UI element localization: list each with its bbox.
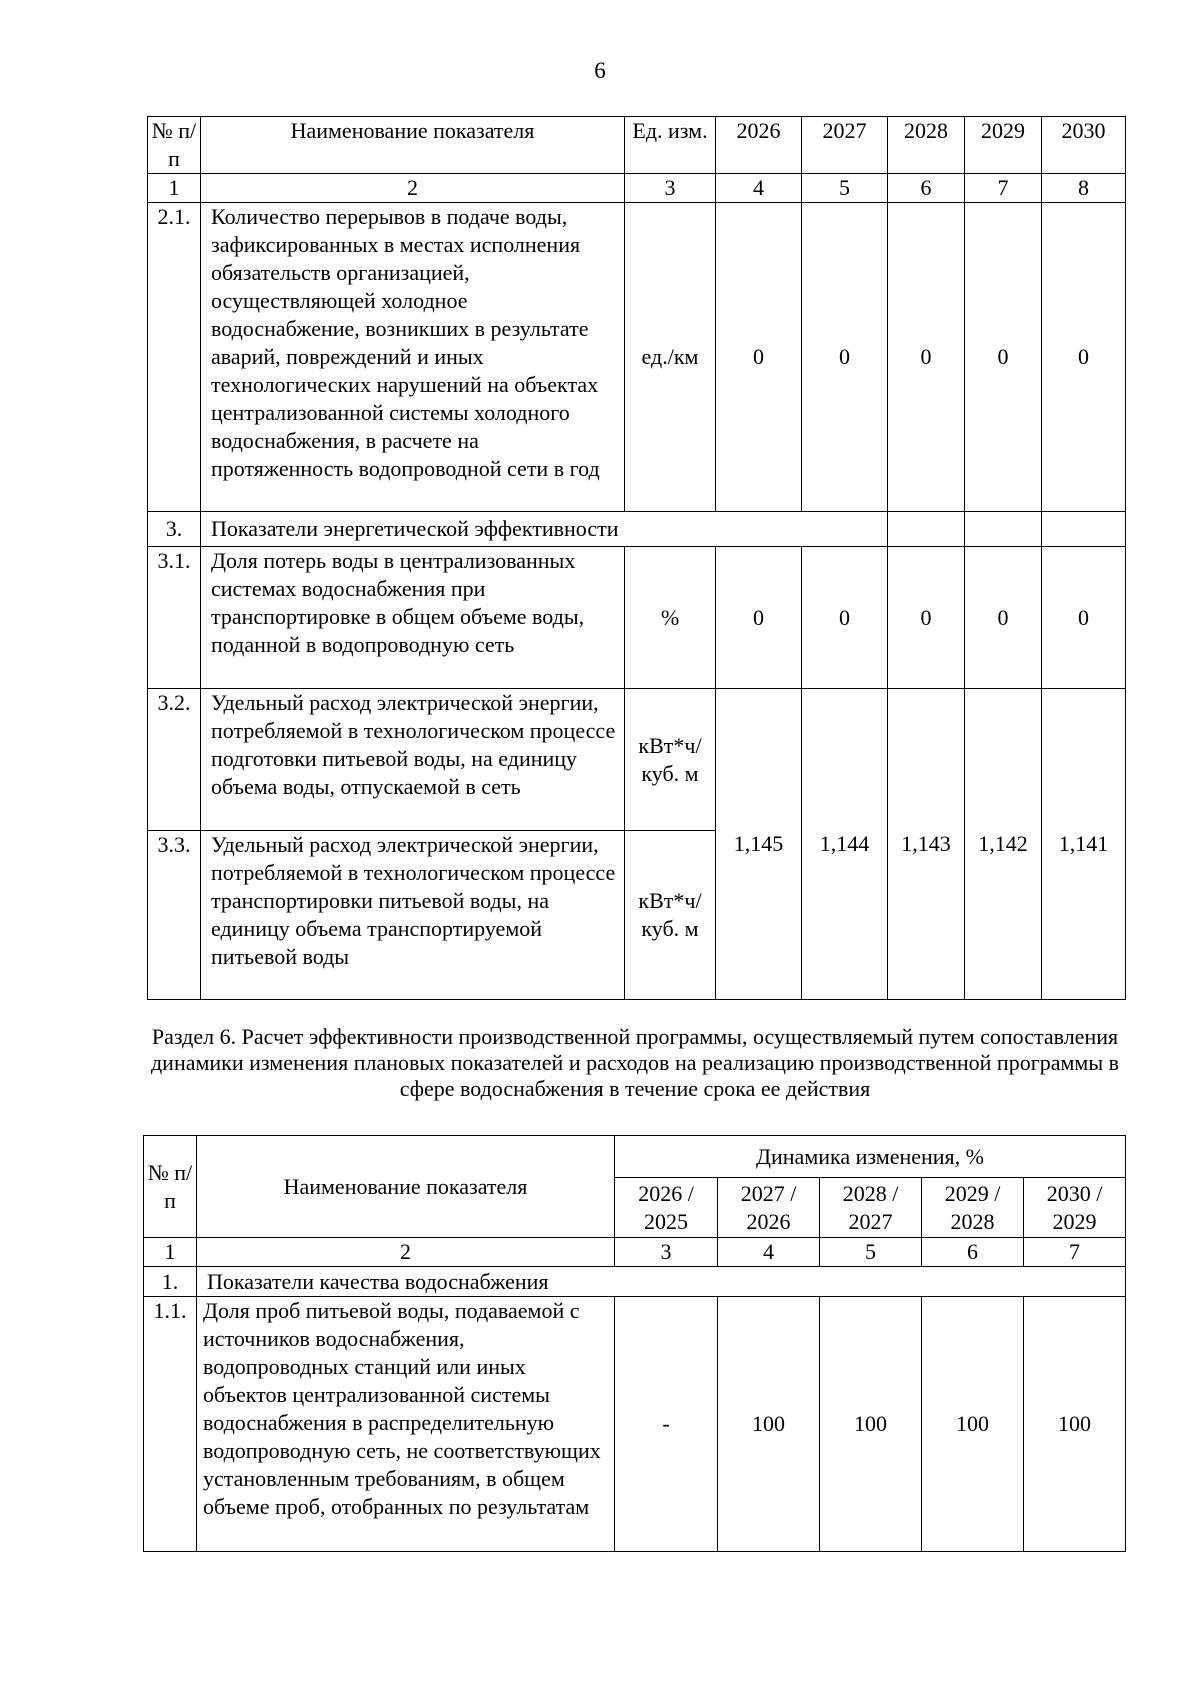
header-period: 2029 / 2028 bbox=[922, 1178, 1024, 1238]
index-cell: 1 bbox=[144, 1238, 197, 1267]
header-name: Наименование показателя bbox=[201, 117, 625, 174]
table-row bbox=[148, 547, 1126, 689]
row-unit: % bbox=[625, 547, 716, 689]
merged-value: 1,144 bbox=[802, 689, 888, 1000]
dynamics-table bbox=[143, 1135, 1126, 1552]
section-title: Показатели энергетической эффективности bbox=[201, 512, 802, 547]
table-row bbox=[148, 203, 1126, 512]
row-num: 3.2. bbox=[148, 689, 201, 831]
index-cell: 4 bbox=[718, 1238, 820, 1267]
row-value: 0 bbox=[802, 203, 888, 512]
row-name: Доля потерь воды в централизованных системах водоснабжения при транспортировке в общем объеме воды, поданной в водопроводную сеть bbox=[201, 547, 625, 689]
merged-value: 1,145 bbox=[716, 689, 802, 1000]
row-value: 0 bbox=[965, 547, 1042, 689]
index-row bbox=[148, 174, 1126, 203]
header-num: № п/п bbox=[144, 1136, 197, 1238]
header-unit: Ед. изм. bbox=[625, 117, 716, 174]
empty-cell bbox=[888, 512, 965, 547]
index-cell: 3 bbox=[625, 174, 716, 203]
merged-value: 1,142 bbox=[965, 689, 1042, 1000]
row-unit: кВт*ч/ куб. м bbox=[625, 689, 716, 831]
row-name: Количество перерывов в подаче воды, зафиксированных в местах исполнения обязательств организацией, осуществляющей холодное водоснабжение, возникших в результате аварий, повреждений и иных технологических нарушений на объектах централизованной системы холодного водоснабжения, в расчете на протяженность водопроводной сети в год bbox=[201, 203, 625, 512]
header-period: 2026 / 2025 bbox=[615, 1178, 718, 1238]
header-year: 2027 bbox=[802, 117, 888, 174]
header-year: 2028 bbox=[888, 117, 965, 174]
section-num: 3. bbox=[148, 512, 201, 547]
row-value: 0 bbox=[716, 203, 802, 512]
row-unit: кВт*ч/ куб. м bbox=[625, 831, 716, 1000]
section-row bbox=[148, 512, 1126, 547]
table-header-row bbox=[148, 117, 1126, 174]
row-value: 100 bbox=[1024, 1297, 1126, 1552]
row-value: 0 bbox=[888, 203, 965, 512]
section-6-heading: Раздел 6. Расчет эффективности производственной программы, осуществляемый путем сопоставления динамики изменения плановых показателей и расходов на реализацию производственной программы в сфере водоснабжения в течение срока ее действия bbox=[150, 1024, 1119, 1101]
row-value: 0 bbox=[716, 547, 802, 689]
table-row bbox=[148, 689, 1126, 831]
header-year: 2026 bbox=[716, 117, 802, 174]
row-value: 0 bbox=[1042, 203, 1126, 512]
indicators-table bbox=[147, 116, 1126, 1000]
row-value: 100 bbox=[718, 1297, 820, 1552]
header-dynamics: Динамика изменения, % bbox=[615, 1136, 1126, 1178]
row-name: Удельный расход электрической энергии, потребляемой в технологическом процессе транспортировки питьевой воды, на единицу объема транспортируемой питьевой воды bbox=[201, 831, 625, 1000]
table-header-row bbox=[144, 1136, 1126, 1178]
row-value: 0 bbox=[888, 547, 965, 689]
header-year: 2029 bbox=[965, 117, 1042, 174]
index-cell: 7 bbox=[1024, 1238, 1126, 1267]
index-cell: 6 bbox=[888, 174, 965, 203]
header-num: № п/п bbox=[148, 117, 201, 174]
index-cell: 3 bbox=[615, 1238, 718, 1267]
row-num: 2.1. bbox=[148, 203, 201, 512]
row-num: 3.3. bbox=[148, 831, 201, 1000]
merged-value: 1,141 bbox=[1042, 689, 1126, 1000]
row-value: 100 bbox=[922, 1297, 1024, 1552]
section-num: 1. bbox=[144, 1267, 197, 1297]
table-row bbox=[144, 1297, 1126, 1552]
row-value: 0 bbox=[802, 547, 888, 689]
section-title: Показатели качества водоснабжения bbox=[197, 1267, 1126, 1297]
row-value: 0 bbox=[965, 203, 1042, 512]
index-cell: 8 bbox=[1042, 174, 1126, 203]
header-period: 2030 / 2029 bbox=[1024, 1178, 1126, 1238]
header-name: Наименование показателя bbox=[197, 1136, 615, 1238]
row-value: - bbox=[615, 1297, 718, 1552]
index-cell: 5 bbox=[820, 1238, 922, 1267]
index-cell: 1 bbox=[148, 174, 201, 203]
merged-value: 1,143 bbox=[888, 689, 965, 1000]
row-unit: ед./км bbox=[625, 203, 716, 512]
index-cell: 6 bbox=[922, 1238, 1024, 1267]
header-period: 2027 / 2026 bbox=[718, 1178, 820, 1238]
empty-cell bbox=[802, 512, 888, 547]
index-cell: 2 bbox=[201, 174, 625, 203]
index-cell: 5 bbox=[802, 174, 888, 203]
row-num: 3.1. bbox=[148, 547, 201, 689]
header-year: 2030 bbox=[1042, 117, 1126, 174]
header-period: 2028 / 2027 bbox=[820, 1178, 922, 1238]
empty-cell bbox=[1042, 512, 1126, 547]
index-row bbox=[144, 1238, 1126, 1267]
page-number: 6 bbox=[594, 58, 606, 83]
section-row bbox=[144, 1267, 1126, 1297]
index-cell: 7 bbox=[965, 174, 1042, 203]
row-name: Удельный расход электрической энергии, потребляемой в технологическом процессе подготовки питьевой воды, на единицу объема воды, отпускаемой в сеть bbox=[201, 689, 625, 831]
row-value: 100 bbox=[820, 1297, 922, 1552]
index-cell: 2 bbox=[197, 1238, 615, 1267]
empty-cell bbox=[965, 512, 1042, 547]
row-value: 0 bbox=[1042, 547, 1126, 689]
index-cell: 4 bbox=[716, 174, 802, 203]
row-num: 1.1. bbox=[144, 1297, 197, 1552]
row-name: Доля проб питьевой воды, подаваемой с источников водоснабжения, водопроводных станций или иных объектов централизованной системы водоснабжения в распределительную водопроводную сеть, не соответствующих установленным требованиям, в общем объеме проб, отобранных по результатам bbox=[197, 1297, 615, 1552]
